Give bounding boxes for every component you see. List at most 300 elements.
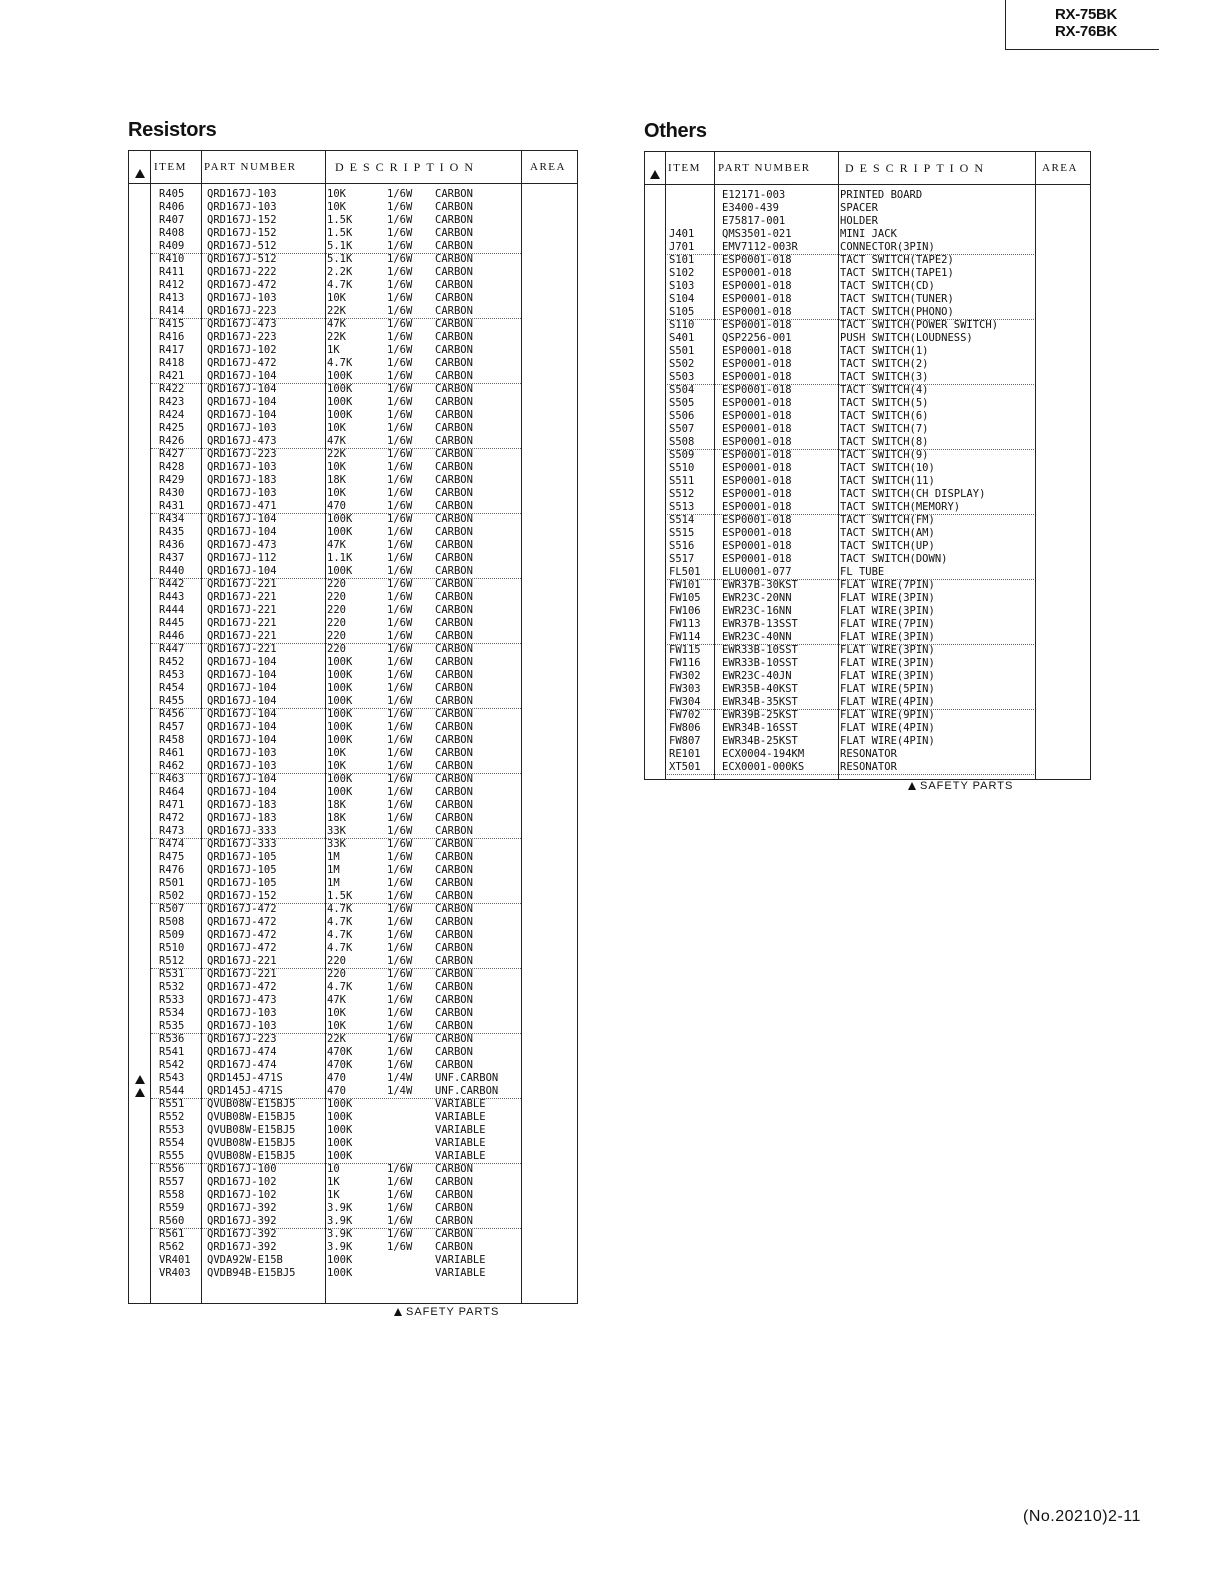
description-cell: FLAT WIRE(3PIN) (840, 592, 935, 604)
wattage-cell: 1/6W (387, 708, 413, 720)
part-number-cell: QRD167J-103 (207, 292, 277, 304)
wattage-cell: 1/6W (387, 474, 413, 486)
table-row (129, 461, 577, 474)
item-cell: FW807 (669, 735, 701, 747)
value-cell: 22K (327, 1033, 346, 1045)
part-number-cell: ESP0001-018 (722, 475, 792, 487)
wattage-cell: 1/6W (387, 279, 413, 291)
type-cell: CARBON (435, 370, 473, 382)
item-cell: R413 (159, 292, 185, 304)
part-number-cell: ESP0001-018 (722, 319, 792, 331)
part-number-cell: QRD167J-152 (207, 227, 277, 239)
value-cell: 100K (327, 1254, 353, 1266)
table-row (645, 553, 1090, 566)
part-number-cell: QRD167J-104 (207, 734, 277, 746)
part-number-cell: ESP0001-018 (722, 501, 792, 513)
table-row (129, 305, 577, 318)
header-part-number: PART NUMBER (718, 162, 811, 174)
value-cell: 100K (327, 409, 353, 421)
table-row (645, 670, 1090, 683)
type-cell: CARBON (435, 279, 473, 291)
description-cell: TACT SWITCH(7) (840, 423, 929, 435)
value-cell: 220 (327, 630, 346, 642)
table-row (129, 812, 577, 825)
item-cell: R532 (159, 981, 185, 993)
part-number-cell: QRD167J-104 (207, 682, 277, 694)
type-cell: CARBON (435, 786, 473, 798)
part-number-cell: QVUB08W-E15BJ5 (207, 1150, 296, 1162)
value-cell: 100K (327, 370, 353, 382)
part-number-cell: EWR34B-16SST (722, 722, 798, 734)
table-row (129, 643, 577, 656)
part-number-cell: QRD167J-472 (207, 903, 277, 915)
item-cell: R446 (159, 630, 185, 642)
item-cell: R415 (159, 318, 185, 330)
type-cell: CARBON (435, 357, 473, 369)
table-row (645, 709, 1090, 722)
table-row (129, 513, 577, 526)
wattage-cell: 1/6W (387, 773, 413, 785)
description-cell: FLAT WIRE(4PIN) (840, 735, 935, 747)
wattage-cell: 1/6W (387, 1202, 413, 1214)
type-cell: CARBON (435, 903, 473, 915)
value-cell: 220 (327, 643, 346, 655)
table-row (129, 1098, 577, 1111)
others-title: Others (644, 120, 707, 142)
part-number-cell: QRD167J-104 (207, 370, 277, 382)
description-cell: TACT SWITCH(9) (840, 449, 929, 461)
part-number-cell: QRD167J-103 (207, 188, 277, 200)
item-cell: R426 (159, 435, 185, 447)
value-cell: 470 (327, 500, 346, 512)
wattage-cell: 1/6W (387, 1046, 413, 1058)
item-cell: R476 (159, 864, 185, 876)
part-number-cell: QRD167J-472 (207, 916, 277, 928)
part-number-cell: EWR37B-13SST (722, 618, 798, 630)
type-cell: CARBON (435, 565, 473, 577)
table-row (645, 306, 1090, 319)
table-row (645, 566, 1090, 579)
table-row (129, 1085, 577, 1098)
wattage-cell: 1/6W (387, 1163, 413, 1175)
type-cell: CARBON (435, 747, 473, 759)
wattage-cell: 1/6W (387, 669, 413, 681)
item-cell: R440 (159, 565, 185, 577)
item-cell: S503 (669, 371, 695, 383)
table-row (645, 345, 1090, 358)
part-number-cell: ESP0001-018 (722, 267, 792, 279)
value-cell: 100K (327, 682, 353, 694)
type-cell: CARBON (435, 1163, 473, 1175)
table-row (645, 358, 1090, 371)
table-row (129, 864, 577, 877)
type-cell: CARBON (435, 409, 473, 421)
type-cell: CARBON (435, 266, 473, 278)
item-cell: R411 (159, 266, 185, 278)
resistors-table (128, 150, 578, 1304)
description-cell: FLAT WIRE(4PIN) (840, 722, 935, 734)
item-cell: S515 (669, 527, 695, 539)
item-cell: R557 (159, 1176, 185, 1188)
table-row (129, 1202, 577, 1215)
part-number-cell: ECX0004-194KM (722, 748, 805, 760)
value-cell: 470K (327, 1059, 353, 1071)
table-row (129, 903, 577, 916)
table-row (129, 1163, 577, 1176)
wattage-cell: 1/6W (387, 721, 413, 733)
wattage-cell: 1/6W (387, 734, 413, 746)
wattage-cell: 1/6W (387, 591, 413, 603)
type-cell: CARBON (435, 760, 473, 772)
value-cell: 4.7K (327, 942, 353, 954)
value-cell: 4.7K (327, 279, 353, 291)
value-cell: 1.5K (327, 227, 353, 239)
value-cell: 1M (327, 877, 340, 889)
wattage-cell: 1/6W (387, 1189, 413, 1201)
part-number-cell: QRD167J-223 (207, 1033, 277, 1045)
table-row (129, 838, 577, 851)
part-number-cell: QVUB08W-E15BJ5 (207, 1111, 296, 1123)
item-cell: S508 (669, 436, 695, 448)
value-cell: 33K (327, 838, 346, 850)
value-cell: 10K (327, 292, 346, 304)
part-number-cell: ESP0001-018 (722, 345, 792, 357)
item-cell: R453 (159, 669, 185, 681)
wattage-cell: 1/6W (387, 396, 413, 408)
value-cell: 10K (327, 1020, 346, 1032)
part-number-cell: QRD167J-392 (207, 1228, 277, 1240)
item-cell: S104 (669, 293, 695, 305)
description-cell: FLAT WIRE(3PIN) (840, 657, 935, 669)
part-number-cell: ESP0001-018 (722, 462, 792, 474)
table-row (129, 734, 577, 747)
table-row (129, 1111, 577, 1124)
type-cell: CARBON (435, 929, 473, 941)
header-description: DESCRIPTION (335, 160, 480, 174)
description-cell: TACT SWITCH(3) (840, 371, 929, 383)
description-cell: TACT SWITCH(TAPE1) (840, 267, 954, 279)
item-cell: R475 (159, 851, 185, 863)
wattage-cell: 1/6W (387, 1059, 413, 1071)
value-cell: 220 (327, 578, 346, 590)
type-cell: VARIABLE (435, 1150, 486, 1162)
description-cell: FL TUBE (840, 566, 885, 578)
value-cell: 100K (327, 786, 353, 798)
others-safety-note: SAFETY PARTS (908, 780, 1013, 792)
table-row (129, 942, 577, 955)
value-cell: 10K (327, 1007, 346, 1019)
item-cell: R471 (159, 799, 185, 811)
description-cell: PRINTED BOARD (840, 189, 923, 201)
header-area: AREA (530, 161, 566, 173)
table-row (129, 955, 577, 968)
table-row (129, 1046, 577, 1059)
item-cell: R430 (159, 487, 185, 499)
wattage-cell: 1/4W (387, 1085, 413, 1097)
item-cell: R412 (159, 279, 185, 291)
wattage-cell: 1/6W (387, 565, 413, 577)
part-number-cell: QRD167J-512 (207, 253, 277, 265)
value-cell: 10K (327, 461, 346, 473)
type-cell: VARIABLE (435, 1267, 486, 1279)
type-cell: CARBON (435, 838, 473, 850)
item-cell: FW304 (669, 696, 701, 708)
wattage-cell: 1/6W (387, 318, 413, 330)
table-row (645, 735, 1090, 748)
table-row (129, 279, 577, 292)
description-cell: FLAT WIRE(3PIN) (840, 631, 935, 643)
wattage-cell: 1/6W (387, 682, 413, 694)
wattage-cell: 1/6W (387, 578, 413, 590)
value-cell: 100K (327, 734, 353, 746)
item-cell: R455 (159, 695, 185, 707)
part-number-cell: QRD167J-472 (207, 929, 277, 941)
type-cell: CARBON (435, 1189, 473, 1201)
wattage-cell: 1/6W (387, 370, 413, 382)
part-number-cell: ECX0001-000KS (722, 761, 805, 773)
wattage-cell: 1/6W (387, 929, 413, 941)
value-cell: 1.5K (327, 890, 353, 902)
item-cell: S507 (669, 423, 695, 435)
type-cell: CARBON (435, 851, 473, 863)
type-cell: VARIABLE (435, 1098, 486, 1110)
table-row (129, 253, 577, 266)
value-cell: 100K (327, 1137, 353, 1149)
part-number-cell: ESP0001-018 (722, 423, 792, 435)
part-number-cell: QRD145J-471S (207, 1085, 283, 1097)
part-number-cell: QRD167J-102 (207, 1189, 277, 1201)
table-row (129, 266, 577, 279)
type-cell: CARBON (435, 1007, 473, 1019)
part-number-cell: E3400-439 (722, 202, 779, 214)
wattage-cell: 1/6W (387, 968, 413, 980)
table-row (129, 929, 577, 942)
wattage-cell: 1/6W (387, 1176, 413, 1188)
value-cell: 2.2K (327, 266, 353, 278)
wattage-cell: 1/6W (387, 1020, 413, 1032)
part-number-cell: ESP0001-018 (722, 254, 792, 266)
item-cell: S105 (669, 306, 695, 318)
part-number-cell: QRD167J-183 (207, 812, 277, 824)
description-cell: TACT SWITCH(AM) (840, 527, 935, 539)
part-number-cell: QRD167J-221 (207, 630, 277, 642)
part-number-cell: QRD167J-223 (207, 448, 277, 460)
table-row (129, 292, 577, 305)
part-number-cell: QRD167J-103 (207, 201, 277, 213)
item-cell: R544 (159, 1085, 185, 1097)
table-row (129, 1137, 577, 1150)
table-row (645, 514, 1090, 527)
item-cell: R464 (159, 786, 185, 798)
part-number-cell: QRD167J-472 (207, 942, 277, 954)
type-cell: CARBON (435, 682, 473, 694)
value-cell: 100K (327, 565, 353, 577)
part-number-cell: QRD167J-112 (207, 552, 277, 564)
part-number-cell: EWR35B-40KST (722, 683, 798, 695)
item-cell: R556 (159, 1163, 185, 1175)
description-cell: FLAT WIRE(7PIN) (840, 579, 935, 591)
description-cell: TACT SWITCH(CH DISPLAY) (840, 488, 986, 500)
table-row (129, 1215, 577, 1228)
item-cell: R562 (159, 1241, 185, 1253)
description-cell: TACT SWITCH(TAPE2) (840, 254, 954, 266)
part-number-cell: QRD167J-473 (207, 435, 277, 447)
item-cell: R508 (159, 916, 185, 928)
type-cell: CARBON (435, 799, 473, 811)
type-cell: CARBON (435, 1241, 473, 1253)
value-cell: 18K (327, 474, 346, 486)
table-row (129, 344, 577, 357)
wattage-cell: 1/6W (387, 409, 413, 421)
value-cell: 1K (327, 1176, 340, 1188)
item-cell: R560 (159, 1215, 185, 1227)
type-cell: CARBON (435, 955, 473, 967)
item-cell: S505 (669, 397, 695, 409)
type-cell: CARBON (435, 734, 473, 746)
item-cell: R502 (159, 890, 185, 902)
value-cell: 4.7K (327, 357, 353, 369)
item-cell: FW806 (669, 722, 701, 734)
item-cell: S502 (669, 358, 695, 370)
description-cell: FLAT WIRE(3PIN) (840, 670, 935, 682)
part-number-cell: QRD167J-104 (207, 513, 277, 525)
header-item: ITEM (668, 162, 701, 174)
value-cell: 470K (327, 1046, 353, 1058)
type-cell: CARBON (435, 318, 473, 330)
value-cell: 10K (327, 422, 346, 434)
table-row (645, 280, 1090, 293)
type-cell: CARBON (435, 604, 473, 616)
value-cell: 1M (327, 851, 340, 863)
type-cell: CARBON (435, 240, 473, 252)
value-cell: 3.9K (327, 1215, 353, 1227)
wattage-cell: 1/6W (387, 344, 413, 356)
description-cell: PUSH SWITCH(LOUDNESS) (840, 332, 973, 344)
value-cell: 3.9K (327, 1202, 353, 1214)
part-number-cell: QRD167J-392 (207, 1241, 277, 1253)
wattage-cell: 1/6W (387, 656, 413, 668)
table-row (645, 319, 1090, 332)
type-cell: CARBON (435, 708, 473, 720)
table-row (129, 916, 577, 929)
type-cell: CARBON (435, 1228, 473, 1240)
part-number-cell: QRD167J-104 (207, 721, 277, 733)
part-number-cell: ESP0001-018 (722, 358, 792, 370)
value-cell: 220 (327, 591, 346, 603)
part-number-cell: QRD167J-104 (207, 656, 277, 668)
item-cell: VR403 (159, 1267, 191, 1279)
description-cell: FLAT WIRE(3PIN) (840, 644, 935, 656)
type-cell: CARBON (435, 916, 473, 928)
table-row (645, 475, 1090, 488)
item-cell: FW101 (669, 579, 701, 591)
table-row (645, 696, 1090, 709)
value-cell: 470 (327, 1085, 346, 1097)
item-cell: XT501 (669, 761, 701, 773)
part-number-cell: QRD167J-221 (207, 578, 277, 590)
page-number: (No.20210)2-11 (1023, 1508, 1141, 1525)
type-cell: CARBON (435, 669, 473, 681)
value-cell: 100K (327, 1098, 353, 1110)
value-cell: 47K (327, 994, 346, 1006)
item-cell: R408 (159, 227, 185, 239)
item-cell: FW302 (669, 670, 701, 682)
type-cell: CARBON (435, 812, 473, 824)
value-cell: 33K (327, 825, 346, 837)
wattage-cell: 1/6W (387, 201, 413, 213)
wattage-cell: 1/6W (387, 513, 413, 525)
item-cell: S510 (669, 462, 695, 474)
wattage-cell: 1/6W (387, 227, 413, 239)
part-number-cell: EWR23C-40JN (722, 670, 792, 682)
value-cell: 47K (327, 539, 346, 551)
part-number-cell: QRD167J-104 (207, 383, 277, 395)
part-number-cell: QRD167J-512 (207, 240, 277, 252)
wattage-cell: 1/6W (387, 448, 413, 460)
item-cell: R509 (159, 929, 185, 941)
item-cell: R510 (159, 942, 185, 954)
part-number-cell: QMS3501-021 (722, 228, 792, 240)
value-cell: 22K (327, 331, 346, 343)
part-number-cell: QRD167J-392 (207, 1215, 277, 1227)
value-cell: 100K (327, 669, 353, 681)
part-number-cell: QRD167J-472 (207, 981, 277, 993)
value-cell: 100K (327, 383, 353, 395)
part-number-cell: QRD167J-474 (207, 1059, 277, 1071)
item-cell: R417 (159, 344, 185, 356)
wattage-cell: 1/6W (387, 981, 413, 993)
type-cell: CARBON (435, 630, 473, 642)
item-cell: S504 (669, 384, 695, 396)
table-row (129, 760, 577, 773)
item-cell: R561 (159, 1228, 185, 1240)
type-cell: CARBON (435, 513, 473, 525)
item-cell: FW113 (669, 618, 701, 630)
description-cell: TACT SWITCH(TUNER) (840, 293, 954, 305)
wattage-cell: 1/6W (387, 955, 413, 967)
value-cell: 3.9K (327, 1241, 353, 1253)
resistors-safety-note: SAFETY PARTS (394, 1306, 499, 1318)
item-cell: FW115 (669, 644, 701, 656)
item-cell: R542 (159, 1059, 185, 1071)
table-row (129, 851, 577, 864)
type-cell: CARBON (435, 578, 473, 590)
value-cell: 100K (327, 1124, 353, 1136)
type-cell: CARBON (435, 201, 473, 213)
part-number-cell: QVDA92W-E15B (207, 1254, 283, 1266)
value-cell: 5.1K (327, 240, 353, 252)
table-row (645, 410, 1090, 423)
description-cell: SPACER (840, 202, 878, 214)
part-number-cell: QRD167J-152 (207, 890, 277, 902)
table-row (645, 202, 1090, 215)
item-cell: R443 (159, 591, 185, 603)
table-row (129, 565, 577, 578)
value-cell: 10K (327, 201, 346, 213)
part-number-cell: ESP0001-018 (722, 449, 792, 461)
wattage-cell: 1/6W (387, 747, 413, 759)
type-cell: CARBON (435, 1176, 473, 1188)
wattage-cell: 1/6W (387, 877, 413, 889)
type-cell: CARBON (435, 695, 473, 707)
table-row (129, 890, 577, 903)
description-cell: MINI JACK (840, 228, 897, 240)
wattage-cell: 1/6W (387, 383, 413, 395)
value-cell: 100K (327, 513, 353, 525)
item-cell: R435 (159, 526, 185, 538)
item-cell: R416 (159, 331, 185, 343)
item-cell: FW105 (669, 592, 701, 604)
